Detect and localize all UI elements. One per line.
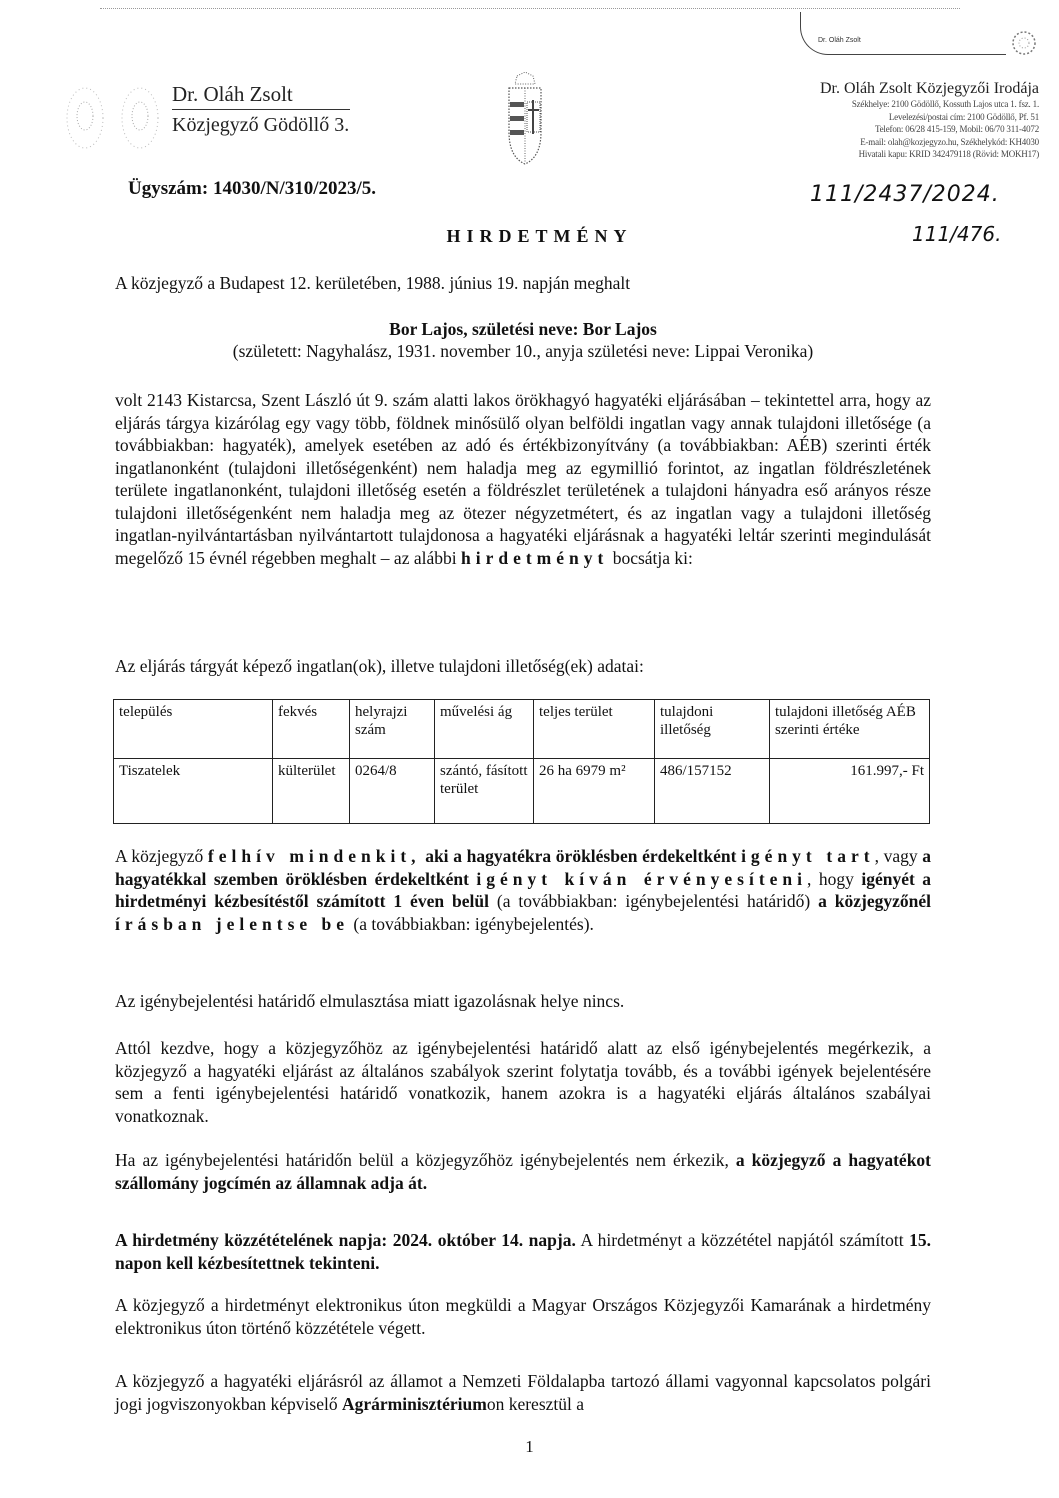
- publication-date: A hirdetmény közzétételének napja: 2024. október 14. napja.: [115, 1230, 576, 1250]
- paragraph-4: [115, 990, 931, 1013]
- p3-segment: igényt tart: [741, 846, 875, 866]
- p7-normal: A hirdetményt a közzététel napjától számított: [580, 1230, 904, 1250]
- office-phone: Telefon: 06/28 415-159, Mobil: 06/70 311-4072: [874, 124, 1039, 134]
- paragraph-8-text: A közjegyző a hirdetményt elektronikus úton megküldi a Magyar Országos Közjegyzői Kamarának a hirdetmény elektronikus úton történő közzététele végett.: [115, 1295, 931, 1338]
- deceased-name: Bor Lajos, születési neve: Bor Lajos: [389, 319, 657, 339]
- office-name: Dr. Oláh Zsolt Közjegyzői Irodája: [819, 80, 1039, 97]
- p3-segment: (a továbbiakban: igénybejelentés).: [353, 913, 594, 934]
- deceased-details: (született: Nagyhalász, 1931. november 10., anyja születési neve: Lippai Veronika): [232, 341, 814, 361]
- stamp-logo-icon: [1010, 28, 1038, 58]
- paragraph-4-text: Az igénybejelentési határidő elmulasztása miatt igazolásnak helye nincs.: [115, 991, 625, 1011]
- p3-segment: igényét a hirdetményi kézbesítéstől számított 1 éven belül: [115, 868, 932, 911]
- p3-segment: a közjegyzőnél: [818, 891, 932, 911]
- table-cell-settlement: Tiszatelek: [114, 759, 273, 824]
- p3-segment: (a továbbiakban: igénybejelentési határidő): [496, 891, 811, 911]
- table-header: teljes terület: [534, 700, 655, 759]
- paragraph-5-text: Attól kezdve, hogy a közjegyzőhöz az igénybejelentési határidő alatt az első igénybejelentés megérkezik, a közjegyző a hagyatéki eljárást az általános szabályok szerint folytatja tovább, és a további igények bejelentésére sem a fenti igénybejelentési határidő vonatkozik, hanem azokra is a hagyatéki eljárás általános szabályai vonatkoznak.: [115, 1038, 931, 1126]
- stamp-name: Dr. Oláh Zsolt: [818, 37, 861, 44]
- table-header: fekvés: [273, 700, 350, 759]
- table-header: helyrajzi szám: [350, 700, 435, 759]
- table-cell-parcel-number: 0264/8: [350, 759, 435, 824]
- intro-paragraph: A közjegyző a Budapest 12. kerületében, 1988. június 19. napján meghalt: [115, 273, 631, 293]
- notary-name: Dr. Oláh Zsolt: [172, 82, 293, 106]
- notary-seal-icon: [60, 78, 160, 158]
- table-header: település: [114, 700, 273, 759]
- paragraph-5: [115, 1037, 931, 1127]
- paragraph-1-text: volt 2143 Kistarcsa, Szent László út 9. szám alatti lakos örökhagyó hagyatéki eljárásában – tekintettel arra, hogy az eljárás tárgya kizárólag egy vagy több, földnek minősülő olyan belföldi ingatlan vagy annak tulajdoni illetősége (a továbbiakban: hagyaték), amelyek esetében az adó és értékbizonyítvány (a továbbiakban: AÉB) szerinti érték ingatlanonként (tulajdoni illetőségenként) nem haladja meg az egymillió forintot, az ingatlan földrészletének területe ingatlanonként, tulajdoni illetőség esetén a földrészlet területének a tulajdoni hányadra eső arányos része tulajdoni illetőségenként nem haladja meg az ötezer négyzetmétert, és az ingatlan vagy a tulajdoni illetőség ingatlan-nyilvántartásban nyilvántartott tulajdonosa a hagyatéki eljárásnak a hagyatéki leltár szerinti megindulását megelőző 15 évnél régebben meghalt – az alábbi: [115, 390, 931, 568]
- table-cell-total-area: 26 ha 6979 m²: [534, 759, 655, 824]
- office-gateway: Hivatali kapu: KRID 342479118 (Rövid: MOKH17): [858, 149, 1039, 159]
- p3-segment: igényt kíván érvényesíteni: [476, 868, 808, 889]
- p3-segment: aki a hagyatékra öröklésben érdekeltként: [425, 846, 737, 866]
- table-cell-location: külterület: [273, 759, 350, 824]
- p3-segment: felhív mindenkit,: [207, 846, 421, 866]
- paragraph-3: [115, 845, 931, 935]
- paragraph-1-emphasis: hirdetményt: [460, 547, 609, 568]
- notary-stamp-frame: [800, 12, 1006, 55]
- paragraph-1: [115, 389, 931, 569]
- case-number: Ügyszám: 14030/N/310/2023/5.: [128, 178, 377, 199]
- table-cell-value: 161.997,- Ft: [770, 759, 930, 824]
- paragraph-1-tail: bocsátja ki:: [612, 547, 693, 568]
- p9-normal: on keresztül a: [486, 1393, 585, 1414]
- p7-bold: 15. napon kell kézbesítettnek tekinteni.: [115, 1230, 932, 1273]
- paragraph-2: [115, 655, 931, 678]
- p9-normal: A közjegyző a hagyatéki eljárásról az államot a Nemzeti Földalapba tartozó állami vagyonnal kapcsolatos polgári jogi jogviszonyokban képviselő: [115, 1371, 931, 1414]
- handwritten-registry-number: 111/2437/2024.: [810, 182, 1000, 207]
- table-header: művelési ág: [435, 700, 534, 759]
- p9-bold: Agrárminisztérium: [342, 1393, 487, 1414]
- table-header-row: [114, 700, 930, 759]
- document-title: HIRDETMÉNY: [446, 226, 633, 246]
- notary-title: Közjegyző Gödöllő 3.: [172, 114, 350, 136]
- office-address: Székhelye: 2100 Gödöllő, Kossuth Lajos utca 1. fsz. 1.: [851, 99, 1039, 109]
- scan-artifact-dots: [100, 8, 960, 11]
- p6-normal: Ha az igénybejelentési határidőn belül a közjegyzőhöz igénybejelentés nem érkezik,: [115, 1150, 729, 1170]
- p3-segment: A közjegyző: [115, 846, 204, 866]
- table-cell-cultivation: szántó, fásított terület: [435, 759, 534, 824]
- p3-segment: , hogy: [807, 868, 854, 889]
- deceased-block: [115, 318, 931, 362]
- p3-segment: a hagyatékkal szemben öröklésben érdekeltként: [115, 846, 932, 889]
- intro-text: [115, 272, 931, 295]
- page-number: 1: [525, 1437, 534, 1456]
- handwritten-sub-number: 111/476.: [912, 222, 1002, 246]
- estate-table: [113, 699, 930, 824]
- table-header: tulajdoni illetőség: [655, 700, 770, 759]
- paragraph-7: [115, 1229, 931, 1274]
- table-header: tulajdoni illetőség AÉB szerinti értéke: [770, 700, 930, 759]
- hungarian-coat-of-arms-icon: [505, 72, 545, 167]
- paragraph-2-text: Az eljárás tárgyát képező ingatlan(ok), illetve tulajdoni illetőség(ek) adatai:: [115, 656, 644, 676]
- office-postal-address: Levelezési/postai cím: 2100 Gödöllő, Pf. 51: [888, 111, 1039, 122]
- notary-divider: [172, 109, 350, 110]
- paragraph-6: [115, 1149, 931, 1194]
- paragraph-8: [115, 1294, 931, 1339]
- p3-segment: írásban jelentse be: [115, 913, 350, 934]
- table-row: [114, 759, 930, 824]
- table-cell-ownership-share: 486/157152: [655, 759, 770, 824]
- office-email: E-mail: olah@kozjegyzo.hu, Székhelykód: KH4030: [860, 136, 1039, 147]
- p3-segment: , vagy: [874, 846, 918, 866]
- office-contact-block: [709, 80, 1039, 161]
- p6-bold: a közjegyző a hagyatékot szállomány jogcímén az államnak adja át.: [115, 1150, 931, 1193]
- paragraph-9: [115, 1370, 931, 1415]
